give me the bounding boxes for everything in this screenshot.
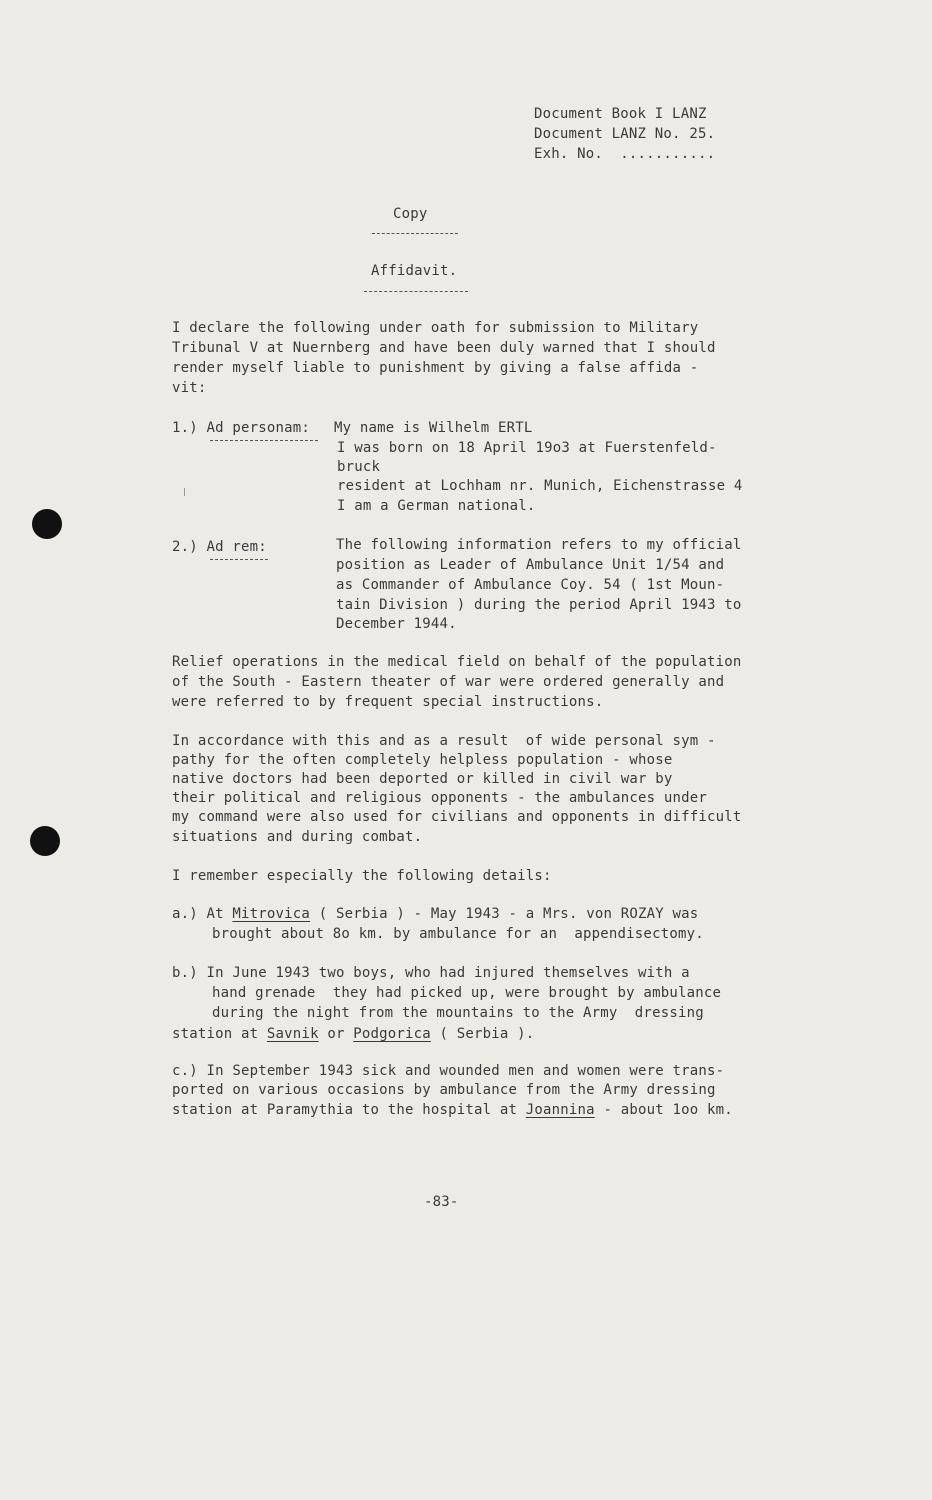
copy-underline bbox=[372, 233, 458, 234]
item-a-line-1 bbox=[172, 906, 698, 922]
affidavit-title: Affidavit. bbox=[371, 263, 458, 279]
para1-line-1: Relief operations in the medical field on behalf of the population bbox=[172, 654, 742, 670]
item-b-place-podgorica: Podgorica bbox=[353, 1026, 431, 1042]
item-b-or: or bbox=[318, 1026, 354, 1042]
para2-line-4: their political and religious opponents - the ambulances under bbox=[172, 790, 707, 806]
item-c-line-2: ported on various occasions by ambulance from the Army dressing bbox=[172, 1082, 716, 1098]
margin-mark bbox=[184, 488, 185, 496]
rem-line-5: December 1944. bbox=[336, 616, 457, 632]
intro-line-4: vit: bbox=[172, 380, 207, 396]
item-a-line-2: brought about 8o km. by ambulance for an appendisectomy. bbox=[212, 926, 704, 942]
item-a-rest: ( Serbia ) - May 1943 - a Mrs. von ROZAY was bbox=[310, 906, 699, 922]
personam-line-4: resident at Lochham nr. Munich, Eichenstrasse 4 bbox=[337, 478, 743, 494]
affidavit-underline bbox=[364, 291, 468, 292]
item-b-line-4-suffix: ( Serbia ). bbox=[430, 1026, 535, 1042]
intro-line-2: Tribunal V at Nuernberg and have been duly warned that I should bbox=[172, 340, 716, 356]
para1-line-3: were referred to by frequent special instructions. bbox=[172, 694, 604, 710]
doc-book-ref: Document Book I LANZ bbox=[534, 106, 707, 122]
item-a-prefix: a.) At bbox=[172, 906, 233, 922]
para2-line-1: In accordance with this and as a result of wide personal sym - bbox=[172, 733, 716, 749]
item-c-line-3-suffix: - about 1oo km. bbox=[594, 1102, 733, 1118]
para3-line: I remember especially the following details: bbox=[172, 868, 552, 884]
rem-line-2: position as Leader of Ambulance Unit 1/54 and bbox=[336, 557, 725, 573]
para2-line-6: situations and during combat. bbox=[172, 829, 423, 845]
punch-hole-top bbox=[32, 509, 62, 539]
para2-line-2: pathy for the often completely helpless population - whose bbox=[172, 752, 673, 768]
item-c-line-1: c.) In September 1943 sick and wounded men and women were trans- bbox=[172, 1063, 725, 1079]
item-b-line-4-prefix: station at bbox=[172, 1026, 267, 1042]
rem-underline bbox=[210, 559, 268, 560]
copy-heading: Copy bbox=[393, 206, 428, 222]
rem-line-4: tain Division ) during the period April 1943 to bbox=[336, 597, 742, 613]
rem-line-1: The following information refers to my official bbox=[336, 537, 742, 553]
item-b-line-3: during the night from the mountains to the Army dressing bbox=[212, 1005, 704, 1021]
item-c-place-joannina: Joannina bbox=[525, 1102, 595, 1118]
para2-line-3: native doctors had been deported or killed in civil war by bbox=[172, 771, 673, 787]
item-b-line-1: b.) In June 1943 two boys, who had injured themselves with a bbox=[172, 965, 690, 981]
item-c-line-3-prefix: station at Paramythia to the hospital at bbox=[172, 1102, 526, 1118]
para1-line-2: of the South - Eastern theater of war were ordered generally and bbox=[172, 674, 725, 690]
exhibit-number: Exh. No. ........... bbox=[534, 146, 716, 162]
page-number: -83- bbox=[424, 1194, 459, 1210]
item-a-place: Mitrovica bbox=[232, 906, 311, 922]
intro-line-1: I declare the following under oath for submission to Military bbox=[172, 320, 699, 336]
para2-line-5: my command were also used for civilians and opponents in difficult bbox=[172, 809, 742, 825]
doc-number-ref: Document LANZ No. 25. bbox=[534, 126, 716, 142]
rem-line-3: as Commander of Ambulance Coy. 54 ( 1st Moun- bbox=[336, 577, 725, 593]
item-c-line-3 bbox=[172, 1102, 733, 1118]
intro-line-3: render myself liable to punishment by giving a false affida - bbox=[172, 360, 699, 376]
item-b-line-4 bbox=[172, 1026, 534, 1042]
punch-hole-bottom bbox=[30, 826, 60, 856]
personam-label: 1.) Ad personam: bbox=[172, 420, 311, 436]
personam-line-1: My name is Wilhelm ERTL bbox=[334, 420, 533, 436]
personam-line-2: I was born on 18 April 19o3 at Fuerstenfeld- bbox=[337, 440, 717, 456]
item-b-place-savnik: Savnik bbox=[266, 1026, 319, 1042]
rem-label: 2.) Ad rem: bbox=[172, 539, 267, 555]
personam-line-3: bruck bbox=[337, 459, 381, 475]
personam-underline bbox=[210, 440, 318, 441]
item-b-line-2: hand grenade they had picked up, were brought by ambulance bbox=[212, 985, 722, 1001]
personam-line-5: I am a German national. bbox=[337, 498, 536, 514]
